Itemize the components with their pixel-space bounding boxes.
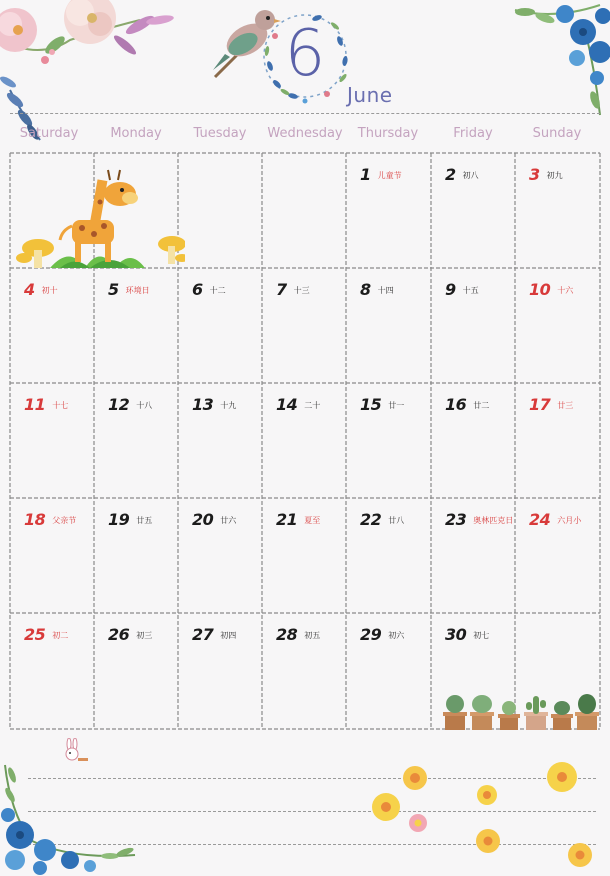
day-cell[interactable] [445, 625, 489, 644]
weekday-friday: Friday [453, 126, 493, 141]
day-cell[interactable] [445, 165, 479, 184]
day-cell[interactable] [529, 165, 563, 184]
day-note: 廿三 [557, 401, 574, 410]
weekday-saturday: Saturday [19, 126, 79, 141]
day-number: 6 [192, 280, 203, 299]
day-number: 14 [276, 395, 298, 414]
weekday-wednesday: Wednesday [267, 126, 343, 141]
day-cell[interactable] [445, 510, 513, 529]
day-note: 儿童节 [377, 171, 402, 180]
day-cell[interactable] [276, 280, 310, 299]
day-cell[interactable] [360, 510, 404, 529]
day-number: 9 [445, 280, 456, 299]
day-note: 夏至 [304, 516, 321, 525]
day-note: 二十 [304, 401, 321, 410]
day-note: 父亲节 [52, 516, 77, 525]
day-number: 15 [360, 395, 382, 414]
day-note: 十六 [557, 286, 574, 295]
day-cell[interactable] [192, 395, 236, 414]
day-cell[interactable] [192, 625, 236, 644]
day-note: 初九 [546, 171, 563, 180]
day-note: 初四 [220, 631, 237, 640]
day-cell[interactable] [24, 395, 68, 414]
day-cell[interactable] [445, 395, 489, 414]
day-cell[interactable] [276, 510, 320, 529]
day-note: 十二 [209, 286, 226, 295]
weekday-sunday: Sunday [532, 126, 582, 141]
day-number: 17 [529, 395, 551, 414]
weekday-thursday: Thursday [357, 126, 419, 141]
day-note: 廿八 [388, 516, 405, 525]
day-number: 7 [276, 280, 287, 299]
giraffe-illustration-icon [10, 150, 185, 275]
day-number: 20 [192, 510, 214, 529]
day-cell[interactable] [360, 395, 404, 414]
day-cell[interactable] [276, 625, 320, 644]
day-cell[interactable] [360, 165, 402, 184]
day-number: 24 [529, 510, 551, 529]
day-note: 十七 [52, 401, 69, 410]
day-cell[interactable] [360, 280, 394, 299]
day-number: 4 [24, 280, 35, 299]
day-number: 10 [529, 280, 551, 299]
month-name: June [347, 83, 393, 107]
day-note: 初三 [136, 631, 153, 640]
day-number: 1 [360, 165, 371, 184]
day-note: 初二 [52, 631, 69, 640]
day-note: 环境日 [125, 286, 150, 295]
day-cell[interactable] [108, 395, 152, 414]
day-note: 十五 [462, 286, 479, 295]
day-number: 25 [24, 625, 46, 644]
day-number: 27 [192, 625, 214, 644]
day-number: 16 [445, 395, 467, 414]
day-number: 5 [108, 280, 119, 299]
day-number: 23 [445, 510, 467, 529]
day-number: 22 [360, 510, 382, 529]
day-number: 18 [24, 510, 46, 529]
day-note: 十九 [220, 401, 237, 410]
day-number: 3 [529, 165, 540, 184]
day-number: 21 [276, 510, 298, 529]
day-cell[interactable] [24, 510, 76, 529]
daisy-flowers-icon [360, 755, 605, 873]
cactus-pots-icon [440, 690, 600, 732]
day-number: 30 [445, 625, 467, 644]
day-number: 13 [192, 395, 214, 414]
day-number: 28 [276, 625, 298, 644]
day-note: 廿二 [473, 401, 490, 410]
day-cell[interactable] [108, 510, 152, 529]
flower-corner-bottom-left-icon [0, 760, 140, 876]
day-note: 十四 [377, 286, 394, 295]
day-cell[interactable] [192, 510, 236, 529]
day-note: 初十 [41, 286, 58, 295]
day-cell[interactable] [529, 280, 573, 299]
day-note: 十八 [136, 401, 153, 410]
day-cell[interactable] [529, 510, 581, 529]
day-cell[interactable] [445, 280, 479, 299]
day-note: 初六 [388, 631, 405, 640]
day-number: 11 [24, 395, 46, 414]
day-cell[interactable] [360, 625, 404, 644]
month-number: 6 [284, 17, 326, 91]
day-cell[interactable] [24, 625, 68, 644]
day-note: 初五 [304, 631, 321, 640]
day-note: 廿一 [388, 401, 405, 410]
day-number: 2 [445, 165, 456, 184]
day-note: 初八 [462, 171, 479, 180]
weekday-tuesday: Tuesday [193, 126, 247, 141]
day-note: 六月小 [557, 516, 582, 525]
day-number: 26 [108, 625, 130, 644]
day-cell[interactable] [108, 625, 152, 644]
day-cell[interactable] [24, 280, 58, 299]
weekday-monday: Monday [110, 126, 162, 141]
day-number: 19 [108, 510, 130, 529]
day-number: 29 [360, 625, 382, 644]
day-number: 8 [360, 280, 371, 299]
day-cell[interactable] [192, 280, 226, 299]
day-note: 奥林匹克日 [473, 516, 514, 525]
day-cell[interactable] [529, 395, 573, 414]
day-note: 初七 [473, 631, 490, 640]
day-note: 廿六 [220, 516, 237, 525]
day-cell[interactable] [108, 280, 150, 299]
day-number: 12 [108, 395, 130, 414]
day-note: 十三 [293, 286, 310, 295]
day-note: 廿五 [136, 516, 153, 525]
day-cell[interactable] [276, 395, 320, 414]
